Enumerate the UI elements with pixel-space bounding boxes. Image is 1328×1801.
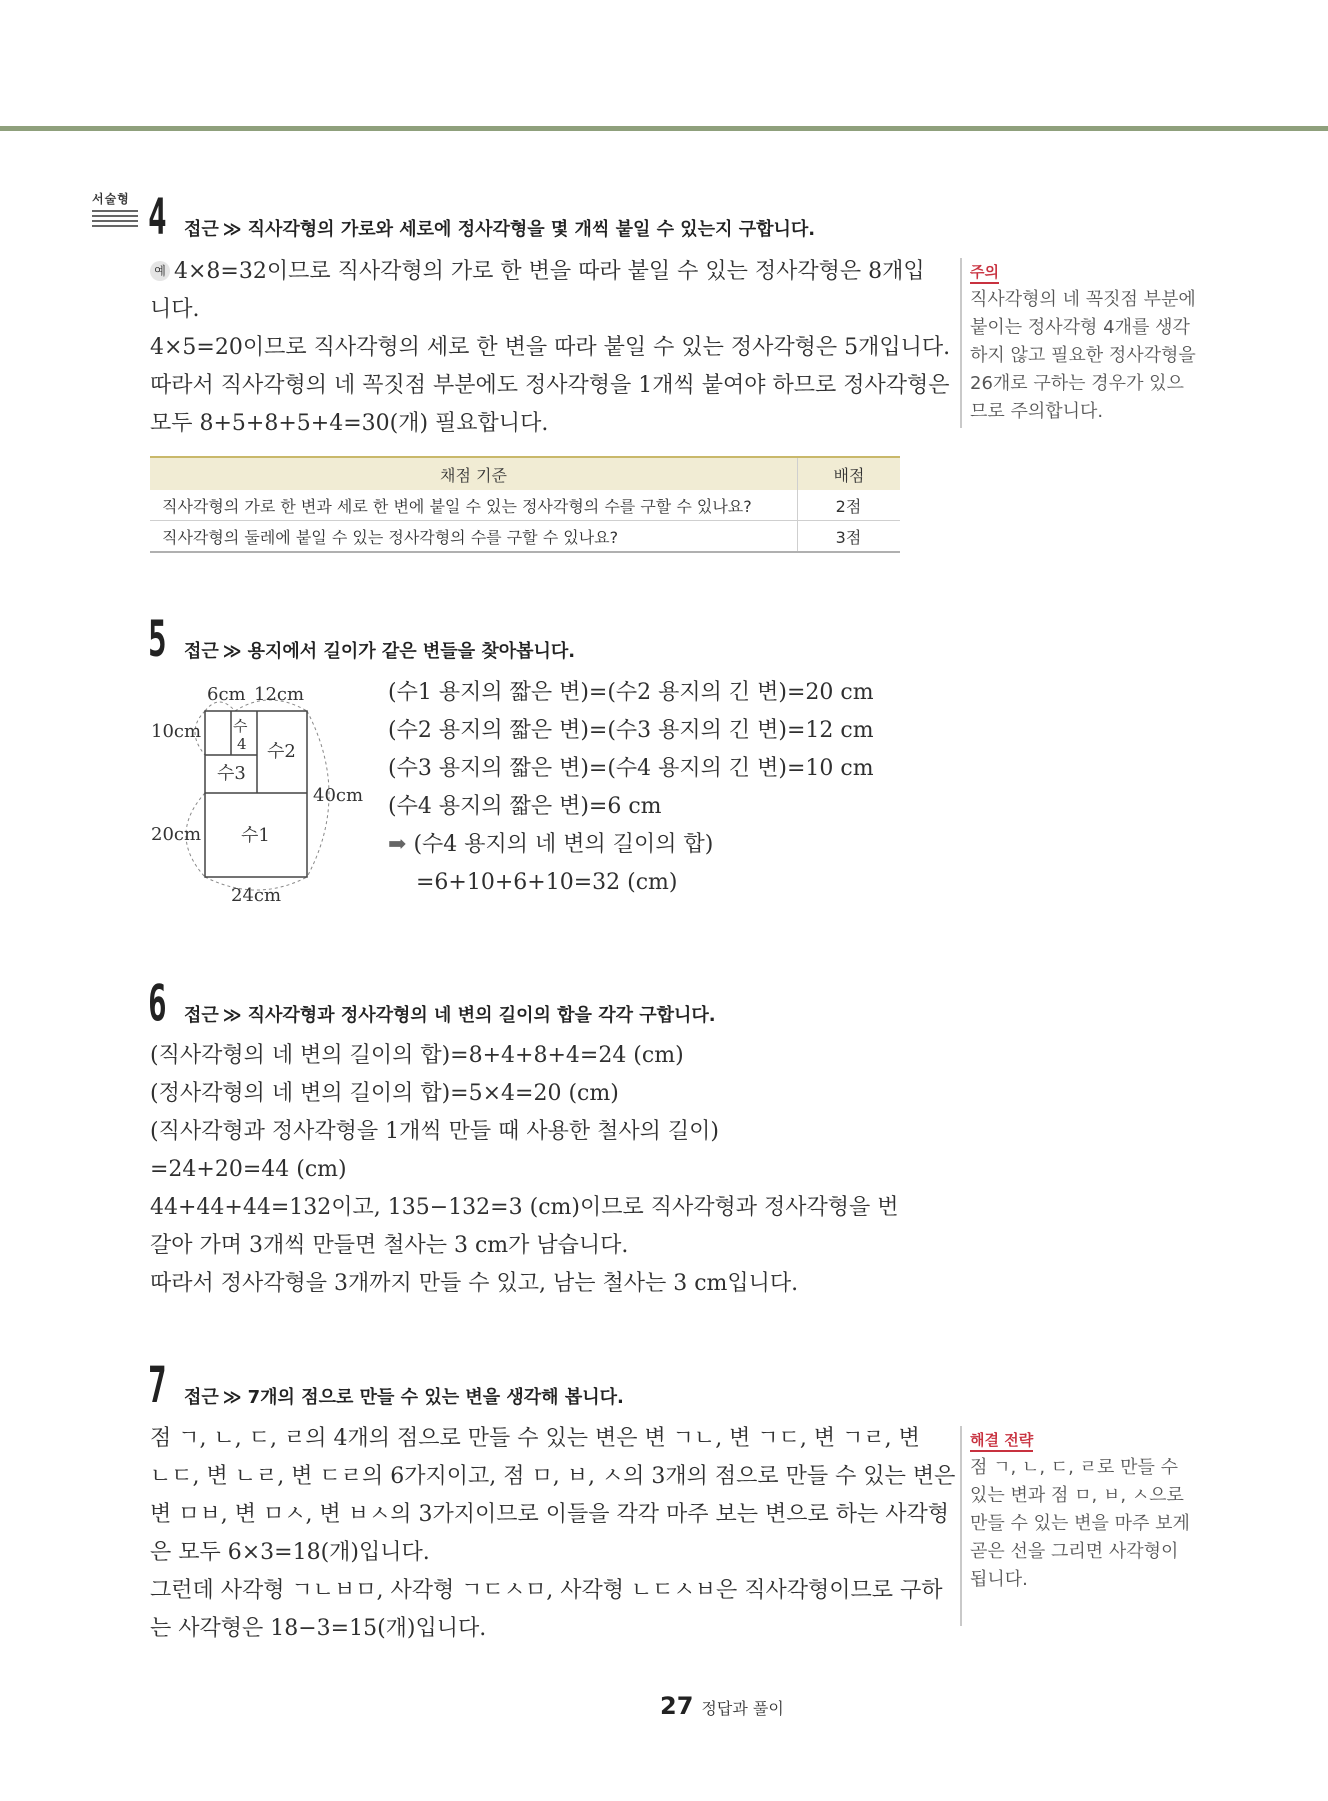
diagram-label-10cm: 10cm <box>151 721 202 742</box>
question-7-solution: 점 ㄱ, ㄴ, ㄷ, ㄹ의 4개의 점으로 만들 수 있는 변은 변 ㄱㄴ, 변 ㄱㄷ, 변 ㄱㄹ, 변 ㄴㄷ, 변 ㄴㄹ, 변 ㄷㄹ의 6가지이고, 점 ㅁ, ㅂ, ㅅ의 3개의 점으로 만들 수 있는 변은 변 ㅁㅂ, 변 ㅁㅅ, 변 ㅂㅅ의 3가지이므로 이들을 각각 마주 보는 변으로 하는 사각형 은 모두 6×3=18(개)입니다. 그런데 사각형 ㄱㄴㅂㅁ, 사각형 ㄱㄷㅅㅁ, 사각형 ㄴㄷㅅㅂ은 직사각형이므로 구하 는 사각형은 18−3=15(개)입니다. <box>150 1426 956 1641</box>
diagram-su4-label-b: 4 <box>237 735 247 753</box>
strategy-note: 해결 전략 점 ㄱ, ㄴ, ㄷ, ㄹ로 만들 수 있는 변과 점 ㅁ, ㅂ, ㅅ으로 만들 수 있는 변을 마주 보게 곧은 선을 그리면 사각형이 됩니다. <box>960 1426 1190 1626</box>
q4-line-2: 니다. <box>150 297 200 322</box>
table-row: 직사각형의 가로 한 변과 세로 한 변에 붙일 수 있는 정사각형의 수를 구할 수 있나요? 2점 <box>150 490 900 521</box>
question-4-approach-text: 직사각형의 가로와 세로에 정사각형을 몇 개씩 붙일 수 있는지 구합니다. <box>247 219 816 240</box>
q4-line-1: 4×8=32이므로 직사각형의 가로 한 변을 따라 붙일 수 있는 정사각형은 8개입 <box>174 259 925 284</box>
diagram-su3-label: 수3 <box>217 763 246 784</box>
q4-line-3: 4×5=20이므로 직사각형의 세로 한 변을 따라 붙일 수 있는 정사각형은 5개입니다. <box>150 335 951 360</box>
caution-note: 주의 직사각형의 네 꼭짓점 부분에 붙이는 정사각형 4개를 생각 하지 않고 필요한 정사각형을 26개로 구하는 경우가 있으 므로 주의합니다. <box>960 258 1196 428</box>
question-4-solution <box>150 253 950 443</box>
question-5-number: 5 <box>148 610 167 668</box>
example-mark: 예 <box>150 261 170 281</box>
question-6-number: 6 <box>148 974 167 1032</box>
q4-line-5: 모두 8+5+8+5+4=30(개) 필요합니다. <box>150 411 549 436</box>
question-5-approach-text: 용지에서 길이가 같은 변들을 찾아봅니다. <box>247 641 576 662</box>
question-6-solution: (직사각형의 네 변의 길이의 합)=8+4+8+4=24 (cm) (정사각형의 네 변의 길이의 합)=5×4=20 (cm) (직사각형과 정사각형을 1개씩 만들 때 사용한 철사의 길이) =24+20=44 (cm) 44+44+44=132이고, 135−132=3 (cm)이므로 직사각형과 정사각형을 번 갈아 가며 3개씩 만들면 철사는 3 cm가 남습니다. 따라서 정사각형을 3개까지 만들 수 있고, 남는 철사는 3 cm입니다. <box>150 1043 899 1296</box>
approach-arrow: ≫ <box>222 219 242 240</box>
question-7-approach: 접근 ≫ 7개의 점으로 만들 수 있는 변을 생각해 봅니다. <box>184 1387 624 1408</box>
grading-header-points: 배점 <box>798 457 901 490</box>
diagram-label-40cm: 40cm <box>313 785 364 806</box>
strategy-note-title: 해결 전략 <box>970 1430 1033 1452</box>
question-5-solution: (수1 용지의 짧은 변)=(수2 용지의 긴 변)=20 cm (수2 용지의 짧은 변)=(수3 용지의 긴 변)=12 cm (수3 용지의 짧은 변)=(수4 용지의 긴 변)=10 cm (수4 용지의 짧은 변)=6 cm ➡ (수4 용지의 네 변의 길이의 합) =6+10+6+10=32 (cm) <box>388 680 874 895</box>
grading-table <box>150 456 900 553</box>
question-5-approach: 접근 ≫ 용지에서 길이가 같은 변들을 찾아봅니다. <box>184 641 576 662</box>
footer-label: 정답과 풀이 <box>701 1699 784 1718</box>
page-number: 27 <box>660 1692 694 1720</box>
grading-header-criterion: 채점 기준 <box>150 457 798 490</box>
table-row: 직사각형의 둘레에 붙일 수 있는 정사각형의 수를 구할 수 있나요? 3점 <box>150 521 900 553</box>
diagram-label-24cm: 24cm <box>231 885 282 906</box>
descriptive-tag <box>92 190 138 227</box>
question-7-number: 7 <box>148 1356 167 1414</box>
top-rule <box>0 126 1328 131</box>
descriptive-tag-label: 서술형 <box>92 192 130 206</box>
approach-label: 접근 <box>184 219 219 240</box>
page-footer <box>660 1692 784 1720</box>
arrow-right-icon: ➡ <box>388 832 407 857</box>
q4-line-4: 따라서 직사각형의 네 꼭짓점 부분에도 정사각형을 1개씩 붙여야 하므로 정사각형은 <box>150 373 950 398</box>
diagram-su1-label: 수1 <box>241 825 270 846</box>
diagram-label-20cm: 20cm <box>151 824 202 845</box>
question-6-approach-text: 직사각형과 정사각형의 네 변의 길이의 합을 각각 구합니다. <box>247 1005 716 1026</box>
diagram-su4-label-a: 수 <box>233 717 248 735</box>
caution-note-title: 주의 <box>970 262 999 284</box>
question-7-approach-text: 7개의 점으로 만들 수 있는 변을 생각해 봅니다. <box>247 1387 624 1408</box>
diagram-su2-label: 수2 <box>267 741 296 762</box>
diagram-label-6cm: 6cm <box>207 684 246 705</box>
paper-size-diagram <box>145 675 375 915</box>
question-4-number: 4 <box>148 188 167 246</box>
question-6-approach: 접근 ≫ 직사각형과 정사각형의 네 변의 길이의 합을 각각 구합니다. <box>184 1005 716 1026</box>
diagram-label-12cm: 12cm <box>254 684 305 705</box>
question-4-approach <box>184 215 815 241</box>
